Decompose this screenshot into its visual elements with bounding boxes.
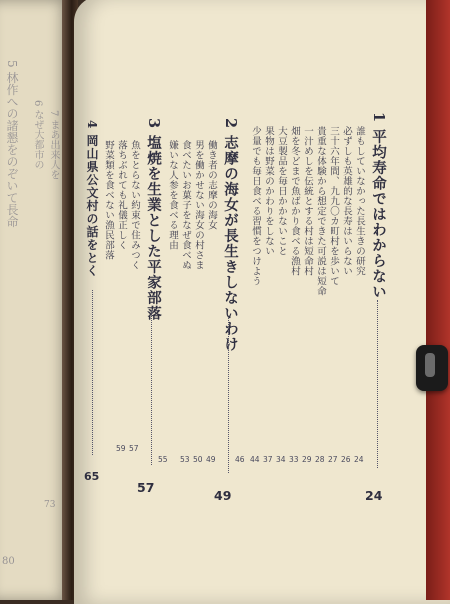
section-page-number: 53 (180, 455, 190, 464)
chapter-leader-dots (151, 310, 152, 465)
section-page-number: 50 (193, 455, 203, 464)
section-entry: 働き者の志摩の海女 (206, 140, 217, 230)
toc-page (74, 0, 450, 604)
left-page-number: 80 (2, 556, 15, 567)
section-page-number: 24 (354, 455, 364, 464)
section-entry: 畑を冬どまで魚ばかり食べる漁村 (289, 126, 300, 276)
left-page-column: 7 まあ出来人を (48, 110, 59, 180)
section-entry: 果物は野菜のかわりをしない (263, 126, 274, 256)
section-page-number: 55 (158, 455, 168, 464)
section-page-number: 44 (250, 455, 260, 464)
section-page-number: 29 (302, 455, 312, 464)
section-page-number: 33 (289, 455, 299, 464)
section-entry: 誰もしていなかった長生きの研究 (354, 126, 365, 276)
section-page-number: 27 (328, 455, 338, 464)
section-entry: 男を働かせない海女の村さま (193, 140, 204, 270)
section-page-number: 49 (206, 455, 216, 464)
section-entry: 魚をとらない約束で住みつく (129, 140, 140, 270)
section-entry: 嫌いな人参を食べる理由 (167, 140, 178, 250)
chapter-page-number: 57 (137, 480, 155, 495)
section-entry: 落ちぶれても礼儀正しく (116, 140, 127, 250)
section-page-number: 37 (263, 455, 273, 464)
chapter-page-number: 65 (84, 470, 100, 483)
left-page-number: 73 (44, 500, 56, 510)
section-entry: 野菜類を食べない漁民部落 (103, 140, 114, 260)
chapter-leader-dots (228, 318, 229, 473)
left-page-column: 5 林作への諸懇をのぞいて長命 (5, 60, 19, 228)
section-page-number: 57 (129, 444, 139, 453)
section-entry: 三十六年間、九九〇カ町村を歩いて (328, 126, 339, 286)
left-page-column: 6 なぜ大都市の (32, 100, 43, 170)
section-entry: 少量でも毎日食べる習慣をつけよう (250, 126, 261, 286)
binder-clip (416, 345, 448, 391)
chapter-page-number: 24 (365, 488, 383, 503)
chapter-title: 1 平均寿命ではわからない (370, 112, 387, 300)
section-entry: 一汁めしを伝統とする村は短命村 (302, 126, 313, 276)
chapter-leader-dots (92, 290, 93, 455)
section-page-number: 59 (116, 444, 126, 453)
chapter-title: 2 志摩の海女が長生きしないわけ (222, 118, 239, 353)
chapter-title: 3 塩焼を生業とした平家部落 (145, 118, 162, 322)
section-page-number: 34 (276, 455, 286, 464)
chapter-leader-dots (377, 300, 378, 468)
section-page-number: 46 (235, 455, 245, 464)
section-page-number: 28 (315, 455, 325, 464)
section-entry: 大豆製品を毎日かかないこと (276, 126, 287, 256)
section-entry: 必ずしも英雄的な長寿はいらない (341, 126, 352, 276)
section-entry: 食べたいお菓子をなぜ食べぬ (180, 140, 191, 270)
chapter-page-number: 49 (214, 488, 232, 503)
chapter-title: 4 岡山県公文村の話をとく (85, 120, 99, 278)
section-entry: 貴重な体験から想定できた可説は短命 (315, 126, 326, 296)
section-page-number: 26 (341, 455, 351, 464)
red-book-edge (426, 0, 450, 600)
